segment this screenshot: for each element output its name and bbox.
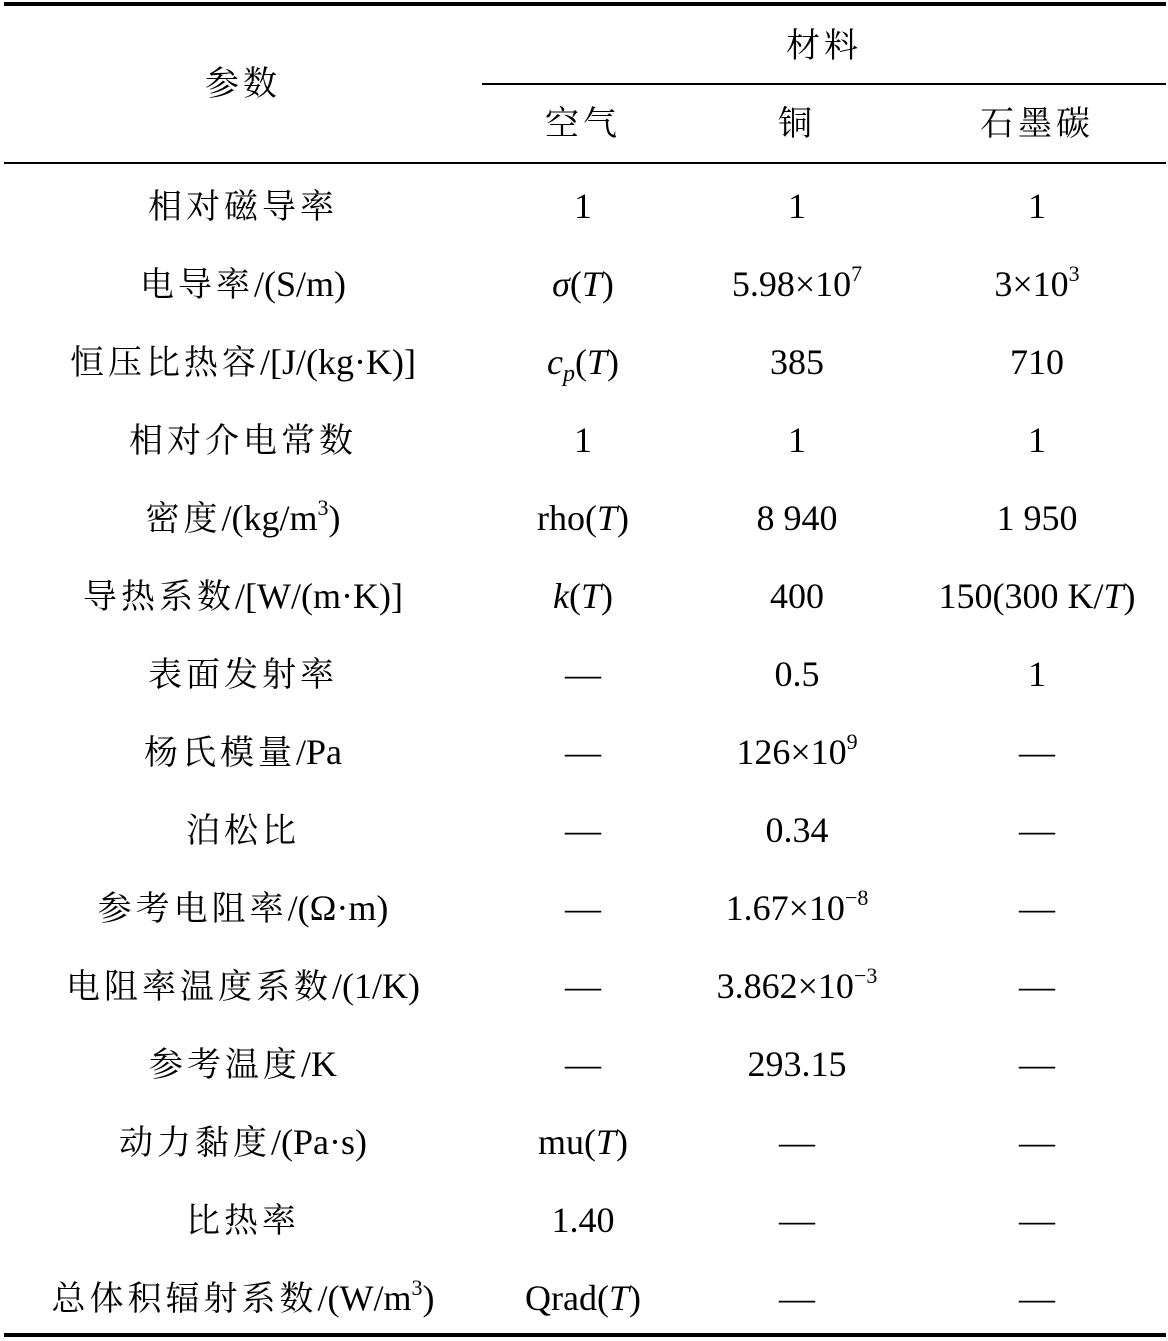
cell-air: — [565,810,601,850]
cell-air: k(T) [552,576,614,616]
cell-graphite: — [1019,1278,1055,1318]
cell-copper: — [779,1200,815,1240]
cell-air: 1.40 [551,1200,615,1240]
cell-copper: 1 [788,420,806,460]
cell-copper: — [779,1278,815,1318]
table-row-param: 杨氏模量/Pa [143,732,343,773]
cell-graphite: 1 950 [996,498,1078,538]
table-row-param: 比热率 [186,1201,300,1241]
header-graphite: 石墨碳 [980,104,1094,144]
cell-graphite: 1 [1028,186,1046,226]
cell-graphite: 150(300 K/T) [938,576,1136,616]
table-bottom-rule [4,1333,1166,1337]
cell-air: 1 [574,186,592,226]
header-air: 空气 [545,104,621,144]
cell-graphite: — [1019,966,1055,1006]
cell-graphite: — [1019,1122,1055,1162]
table-row-param: 参考电阻率/(Ω·m) [97,888,389,929]
header-param: 参数 [205,64,281,104]
cell-graphite: — [1019,888,1055,928]
cell-air: mu(T) [537,1122,629,1162]
cell-copper: 1 [788,186,806,226]
cell-air: rho(T) [536,498,630,538]
cell-copper: 400 [770,576,824,616]
table-row-param: 表面发射率 [148,655,338,695]
cell-air: — [565,966,601,1006]
cell-copper: $1.67\times 10^{-8}$ [725,885,869,928]
table-row-param: 相对磁导率 [148,187,338,227]
cell-graphite: 710 [1010,342,1064,382]
cell-copper: 293.15 [747,1044,847,1084]
cell-graphite: — [1019,810,1055,850]
table-top-rule [4,2,1166,6]
cell-air: Qrad(T) [525,1278,641,1318]
cell-air: $c_p(T)$ [546,342,620,387]
table-row-param: 泊松比 [186,811,300,851]
cell-copper: $3.862\times 10^{-3}$ [716,963,878,1006]
cell-air: — [565,888,601,928]
table-row-param: 参考温度/K [149,1044,337,1085]
cell-copper: $5.98\times 10^7$ [731,261,863,304]
cell-graphite: — [1019,732,1055,772]
header-material-group: 材料 [786,26,862,66]
cell-copper: 8 940 [756,498,838,538]
table-row-param: 恒压比热容/[J/(kg·K)] [70,342,416,383]
cell-graphite: — [1019,1200,1055,1240]
table-row-param: 动力黏度/(Pa·s) [119,1122,367,1163]
table-row-param: 导热系数/[W/(m·K)] [83,576,403,617]
table-row-param: 密度$/(kg/m^3)$ [145,495,341,539]
cell-air: σ(T) [552,264,614,304]
table-row-param: 电阻率温度系数/(1/K) [66,966,420,1007]
cell-copper: 0.5 [774,654,820,694]
cell-graphite: 1 [1028,654,1046,694]
table-row-param: 相对介电常数 [129,421,357,461]
cell-air: — [565,732,601,772]
header-bottom-rule [4,162,1166,164]
cell-graphite: 1 [1028,420,1046,460]
table-row-param: 电导率/(S/m) [139,264,347,305]
cell-copper: $126\times 10^9$ [736,729,858,772]
cell-air: — [565,654,601,694]
cell-air: — [565,1044,601,1084]
cell-copper: — [779,1122,815,1162]
cell-graphite: — [1019,1044,1055,1084]
group-header-rule [482,83,1166,85]
table-row-param: 总体积辐射系数$/(W/m^3)$ [51,1275,435,1319]
cell-copper: 0.34 [765,810,829,850]
header-copper: 铜 [778,104,816,144]
cell-graphite: $3\times 10^3$ [994,261,1080,304]
cell-copper: 385 [770,342,824,382]
cell-air: 1 [574,420,592,460]
